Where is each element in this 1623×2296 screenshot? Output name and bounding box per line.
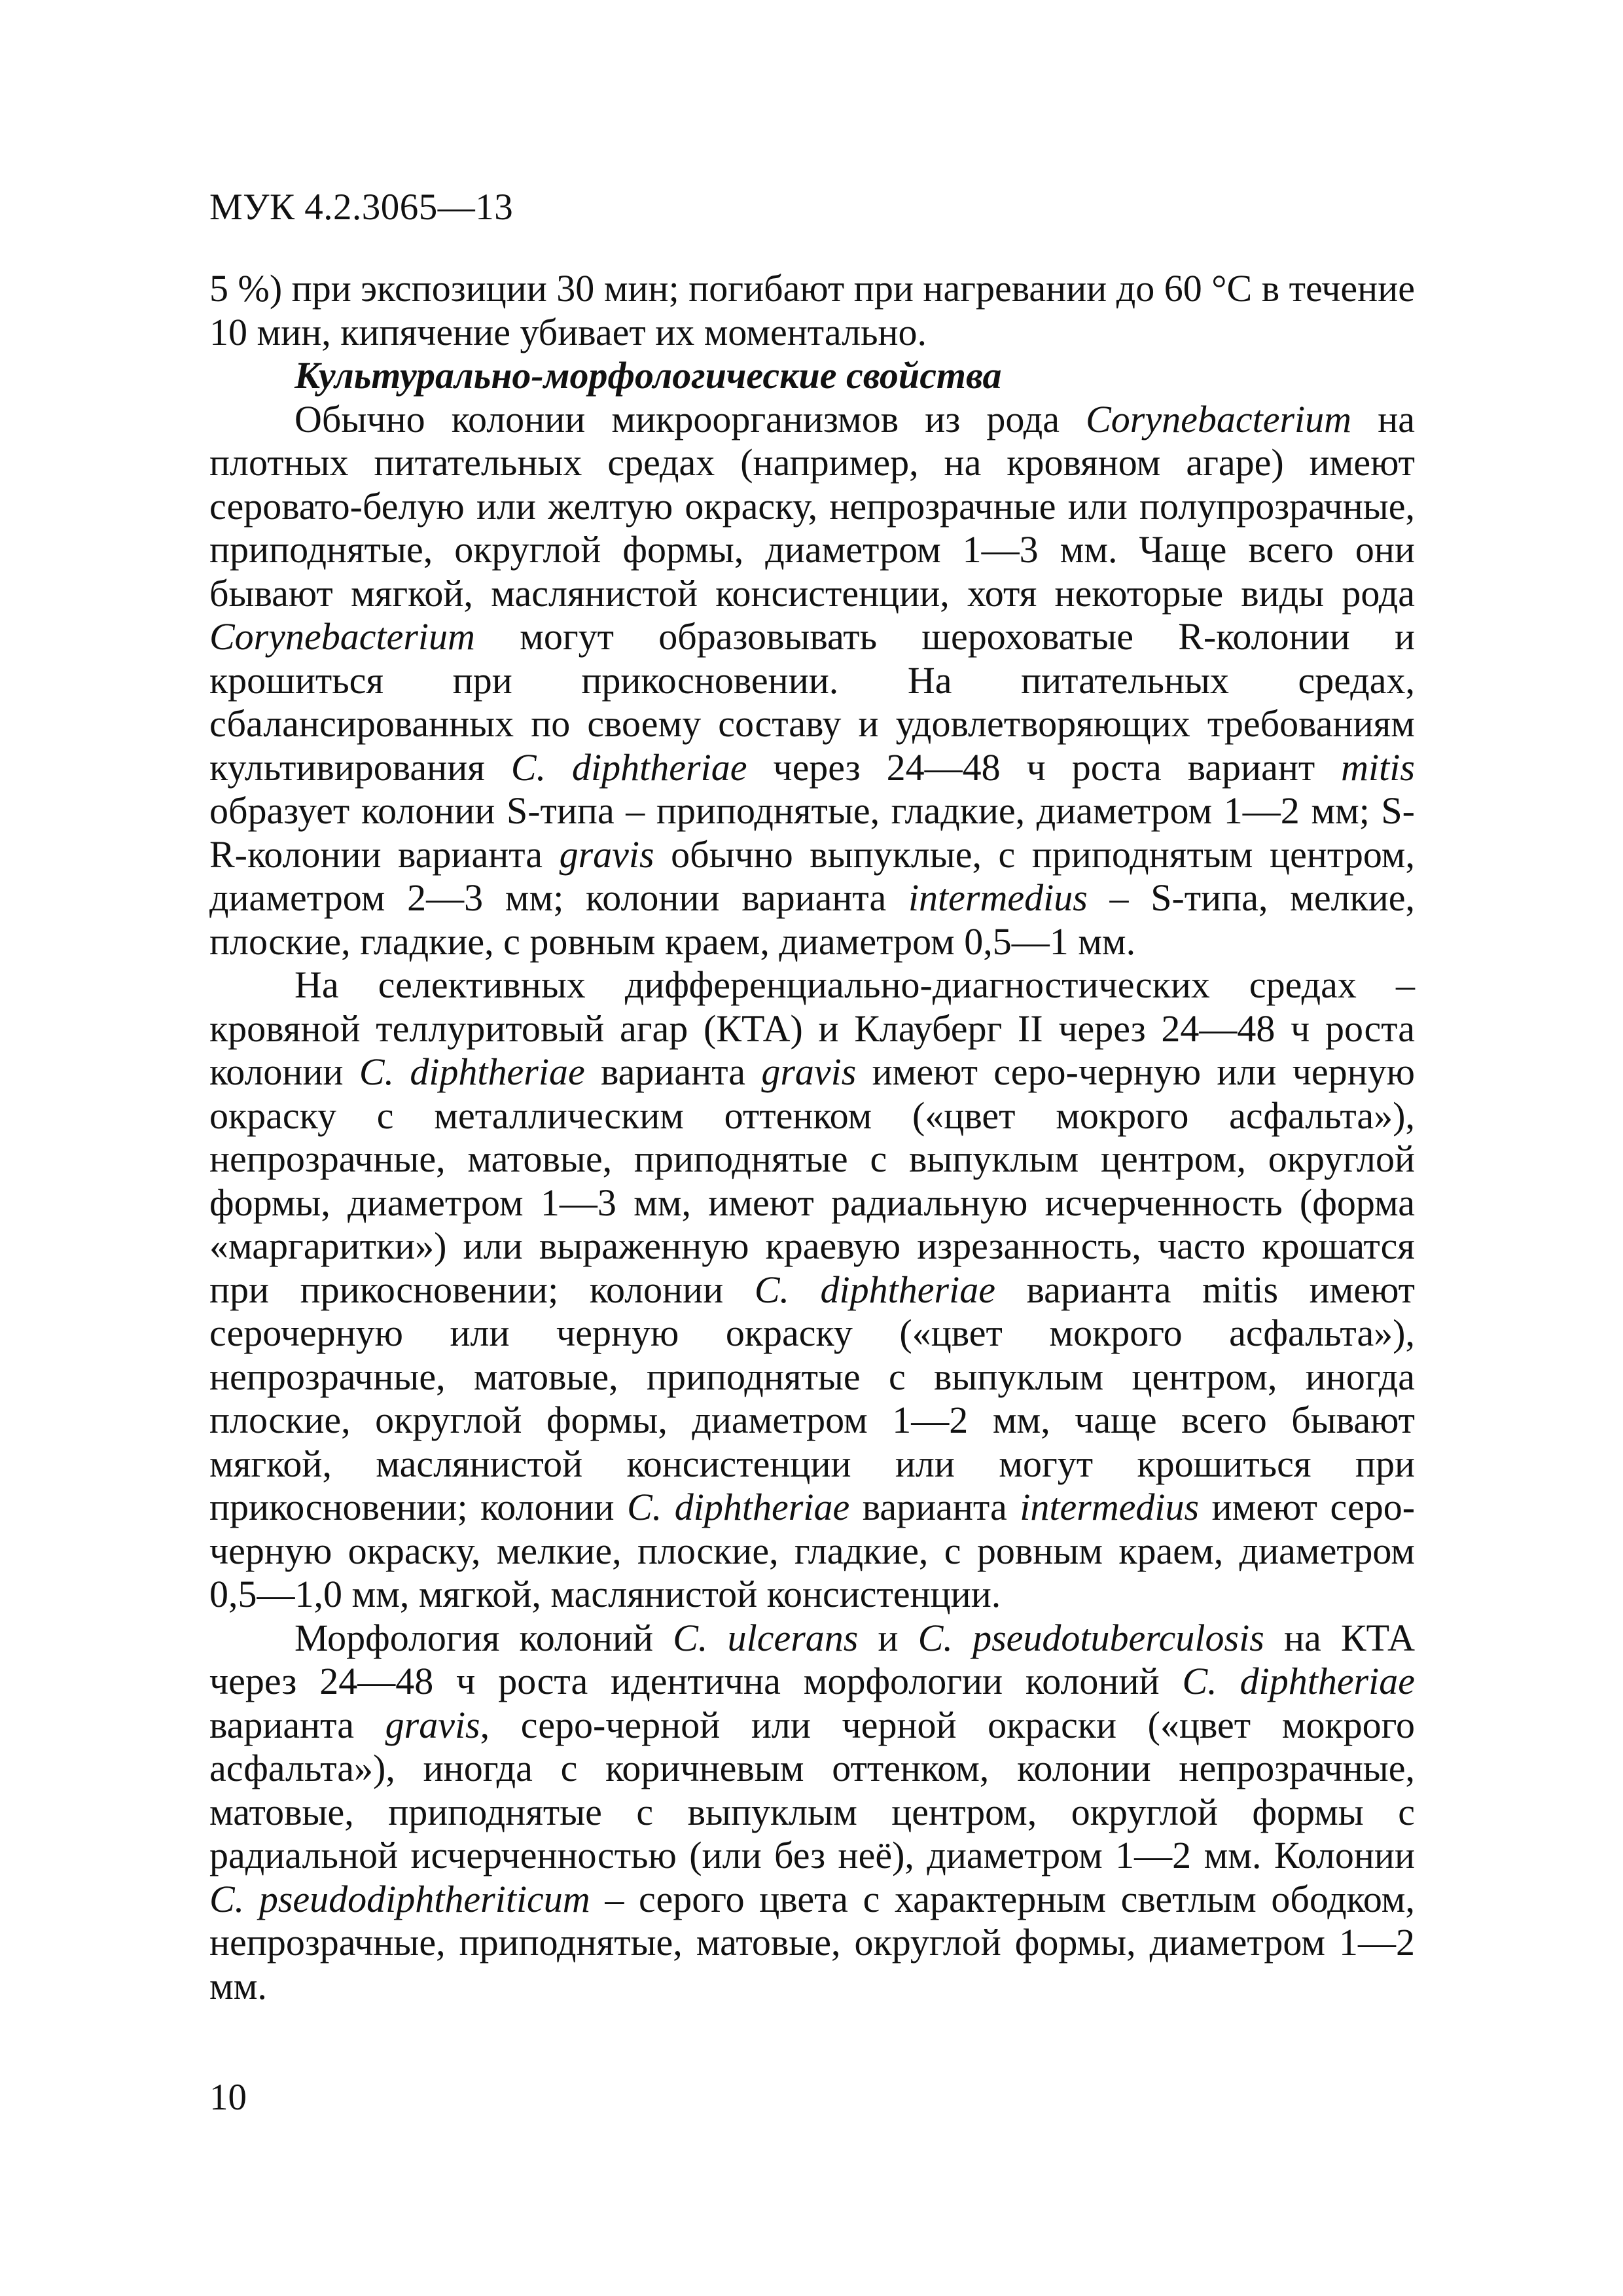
species-name: C. diphtheriae <box>510 745 747 789</box>
species-name: C. diphtheriae <box>1182 1660 1415 1702</box>
text-run: На селективных дифференциально-диагностических средах – кровяной теллуритовый агар (КТА) и Клауберг II через 24—48 ч роста колонии <box>209 963 1415 1093</box>
species-name: Corynebacterium <box>1086 397 1352 440</box>
text-run: Морфология колоний <box>294 1616 673 1659</box>
text-run: и <box>858 1616 918 1659</box>
text-run: варианта <box>849 1486 1020 1528</box>
species-name: C. diphtheriae <box>359 1050 585 1093</box>
species-name: C. pseudodiphtheriticum <box>209 1877 590 1920</box>
text-run: – серого цвета с характерным светлым ободком, непрозрачные, приподнятые, матовые, округлой формы, диаметром 1—2 мм. <box>209 1877 1416 2007</box>
text-run: через 24—48 ч роста вариант <box>747 745 1342 789</box>
text-run: на КТА через 24—48 ч роста идентична морфологии колоний <box>209 1616 1415 1702</box>
variant-name: intermedius <box>908 876 1088 919</box>
text-run: Обычно колонии микроорганизмов из рода <box>294 397 1086 440</box>
document-code-header: МУК 4.2.3065—13 <box>209 187 514 228</box>
species-name: C. diphtheriae <box>627 1486 850 1528</box>
text-run: , серо-черной или черной окраски («цвет мокрого асфальта»), иногда с коричневым оттенком, колонии непрозрачные, матовые, приподнятые с выпуклым центром, округлой формы с радиальной исчерченностью (или без неё), диаметром 1—2 мм. Колонии <box>209 1703 1415 1876</box>
text-run: варианта <box>209 1703 385 1746</box>
variant-name: gravis <box>385 1703 480 1746</box>
species-name: C. ulcerans <box>673 1616 859 1659</box>
text-run: могут образовывать шероховатые R-колонии и крошиться при прикосновении. На питательных средах, сбалансированных по своему составу и удовлетворяющих требованиям культивирования <box>209 615 1415 789</box>
paragraph-kta-morphology <box>209 1617 1415 2009</box>
variant-name: gravis <box>761 1050 857 1093</box>
variant-name: gravis <box>559 833 654 876</box>
text-run: имеют серо-черную или черную окраску с металлическим оттенком («цвет мокрого асфальта»), непрозрачные, матовые, приподнятые с выпуклым центром, округлой формы, диаметром 1—3 мм, имеют радиальную исчерченность (форма «маргаритки») или выраженную краевую изрезанность, часто крошатся при прикосновении; колонии <box>209 1050 1415 1311</box>
text-run: образует колонии S-типа – приподнятые, гладкие, диаметром 1—2 мм; S-R-колонии варианта <box>209 789 1415 876</box>
text-run: – S-типа, мелкие, плоские, гладкие, с ровным краем, диаметром 0,5—1 мм. <box>209 876 1415 963</box>
text-run: на плотных питательных средах (например, на кровяном агаре) имеют серовато-белую или желтую окраску, непрозрачные или полупрозрачные, приподнятые, округлой формы, диаметром 1—3 мм. Чаще всего они бывают мягкой, маслянистой консистенции, хотя некоторые виды рода <box>209 397 1415 615</box>
text-run: обычно выпуклые, с приподнятым центром, диаметром 2—3 мм; колонии варианта <box>209 833 1415 919</box>
species-name: C. diphtheriae <box>754 1268 995 1311</box>
page-number: 10 <box>209 2077 247 2118</box>
text-run: варианта mitis имеют серочерную или черную окраску («цвет мокрого асфальта»), непрозрачные, матовые, приподнятые с выпуклым центром, иногда плоские, округлой формы, диаметром 1—2 мм, чаще всего бывают мягкой, маслянистой консистенции или могут крошиться при прикосновении; колонии <box>209 1268 1415 1528</box>
species-name: C. pseudotuberculosis <box>918 1616 1264 1659</box>
species-name: Corynebacterium <box>209 615 475 658</box>
text-run: варианта <box>584 1050 762 1093</box>
paragraph-selective-media <box>209 963 1415 1617</box>
section-heading: Культурально-морфологические свойства <box>294 354 1002 397</box>
paragraph-continuation: 5 %) при экспозиции 30 мин; погибают при нагревании до 60 °С в течение 10 мин, кипячение убивает их моментально. <box>209 267 1415 353</box>
paragraph-colony-morphology <box>209 398 1415 964</box>
text-run: имеют серо-черную окраску, мелкие, плоские, гладкие, с ровным краем, диаметром 0,5—1,0 мм, мягкой, маслянистой консистенции. <box>209 1486 1416 1615</box>
variant-name: mitis <box>1341 745 1415 789</box>
document-body <box>209 267 1415 2008</box>
variant-name: intermedius <box>1020 1486 1200 1528</box>
